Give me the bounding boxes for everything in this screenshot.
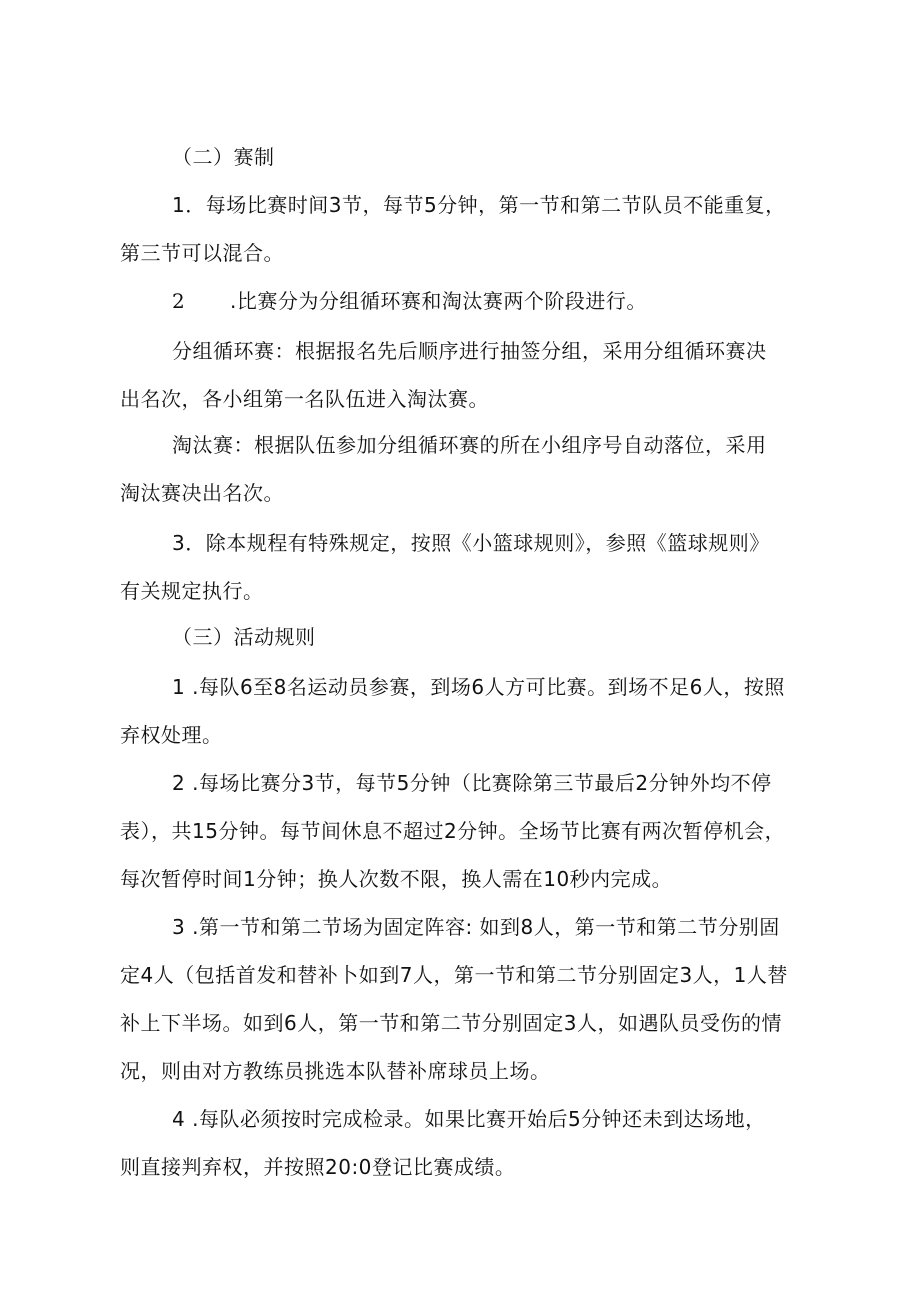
rules-item-3-line-3: 补上下半场。如到6人，第一节和第二节分别固定3人，如遇队员受伤的情 — [120, 1011, 782, 1035]
rules-item-3-line-1: 3 .第一节和第二节场为固定阵容: 如到8人，第一节和第二节分别固 — [172, 915, 780, 939]
format-item-2-text: .比赛分为分组循环赛和淘汰赛两个阶段进行。 — [230, 289, 647, 313]
rules-item-2-line-3: 每次暂停时间1分钟；换人次数不限，换人需在10秒内完成。 — [120, 867, 673, 891]
section-heading-format: （二）赛制 — [172, 145, 275, 169]
format-item-3-line-2: 有关规定执行。 — [120, 579, 264, 603]
rules-item-3-line-2: 定4人（包括首发和替补卜如到7人，第一节和第二节分别固定3人，1人替 — [120, 963, 788, 987]
group-stage-line-2: 出名次，各小组第一名队伍进入淘汰赛。 — [120, 387, 489, 411]
rules-item-4-line-1: 4 .每队必须按时完成检录。如果比赛开始后5分钟还未到达场地， — [172, 1107, 766, 1131]
rules-item-3-line-4: 况，则由对方教练员挑选本队替补席球员上场。 — [120, 1059, 551, 1083]
knockout-line-1: 淘汰赛：根据队伍参加分组循环赛的所在小组序号自动落位，采用 — [172, 433, 767, 457]
rules-item-2-line-1: 2 .每场比赛分3节，每节5分钟（比赛除第三节最后2分钟外均不停 — [172, 771, 772, 795]
rules-item-1-line-1: 1 .每队6至8名运动员参赛，到场6人方可比赛。到场不足6人，按照 — [172, 675, 785, 699]
section-heading-rules: （三）活动规则 — [172, 625, 316, 649]
knockout-line-2: 淘汰赛决出名次。 — [120, 481, 284, 505]
rules-item-4-line-2: 则直接判弃权，并按照20:0登记比赛成绩。 — [120, 1155, 516, 1179]
rules-item-2-line-2: 表），共15分钟。每节间休息不超过2分钟。全场节比赛有两次暂停机会， — [120, 819, 786, 843]
format-item-2-number: 2 — [172, 289, 186, 313]
format-item-1-line-2: 第三节可以混合。 — [120, 241, 284, 265]
group-stage-line-1: 分组循环赛：根据报名先后顺序进行抽签分组，采用分组循环赛决 — [172, 339, 767, 363]
rules-item-1-line-2: 弃权处理。 — [120, 723, 223, 747]
format-item-1-line-1: 1．每场比赛时间3节，每节5分钟，第一节和第二节队员不能重复， — [172, 193, 786, 217]
format-item-3-line-1: 3．除本规程有特殊规定，按照《小篮球规则》，参照《篮球规则》 — [172, 531, 770, 555]
